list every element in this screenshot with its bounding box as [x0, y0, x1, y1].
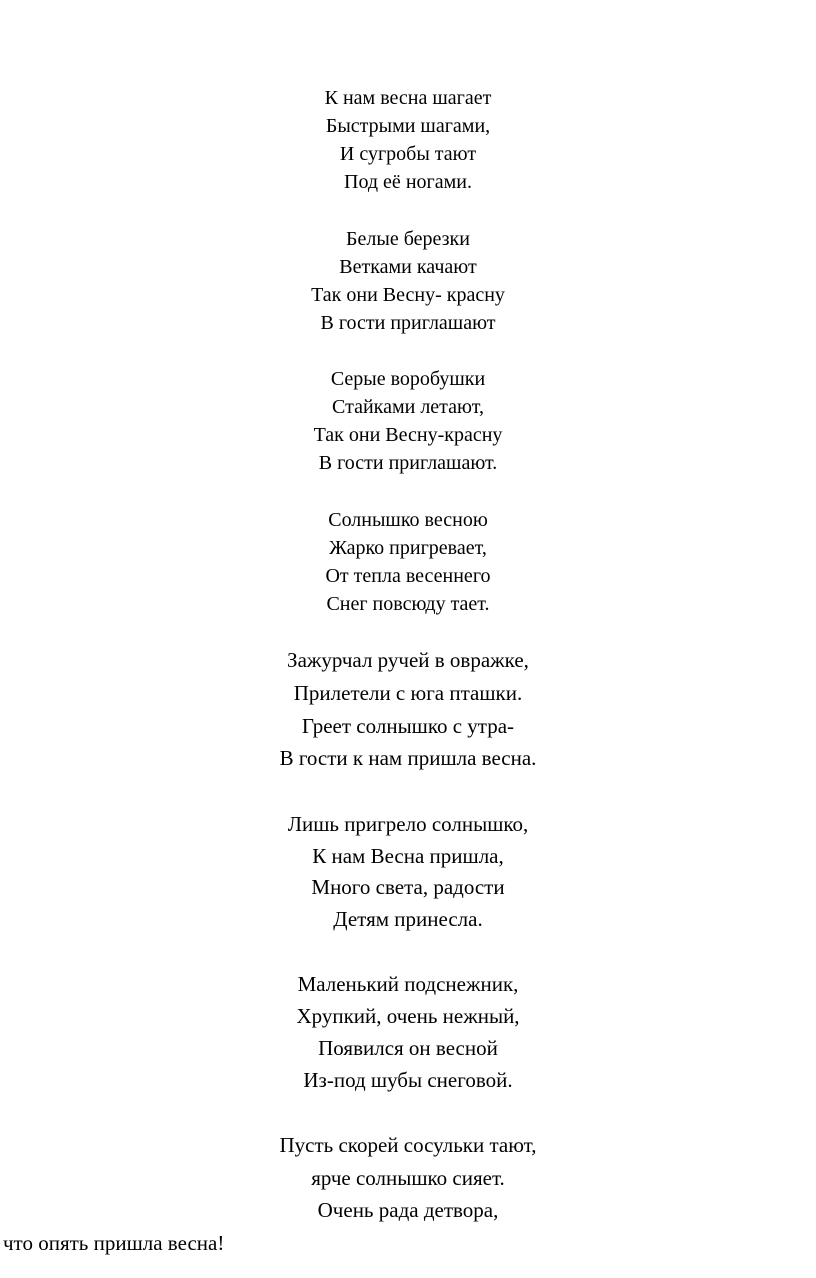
poem-line: Жарко пригревает, — [329, 537, 487, 559]
poem-line: В гости приглашают — [320, 312, 496, 334]
poem-line: Лишь пригрело солнышко, — [287, 812, 529, 836]
poem-line: Быстрыми шагами, — [325, 115, 491, 137]
poem-line: Детям принесла. — [333, 907, 483, 931]
poem-line: Прилетели с юга пташки. — [293, 681, 523, 705]
poem-line: Хрупкий, очень нежный, — [296, 1004, 520, 1028]
poem-line: К нам весна шагает — [324, 87, 492, 109]
poem-line: что опять пришла весна! — [3, 1231, 225, 1255]
poem-line: ярче солнышко сияет. — [311, 1166, 505, 1190]
poem-line: Так они Весну- красну — [311, 284, 505, 306]
poem-line: Из-под шубы снеговой. — [303, 1068, 513, 1092]
poem-line: Зажурчал ручей в овражке, — [287, 648, 529, 672]
poem-line: Ветками качают — [339, 256, 477, 278]
poem-line: Очень рада детвора, — [317, 1198, 499, 1222]
poem-line: Греет солнышко с утра- — [301, 714, 515, 738]
poem-line: В гости к нам пришла весна. — [279, 746, 537, 770]
poem-line: В гости приглашают. — [318, 452, 498, 474]
poem-line: Снег повсюду тает. — [326, 593, 490, 615]
poem-line: Стайками летают, — [332, 396, 484, 418]
poem-line: И сугробы тают — [339, 143, 477, 165]
poem-line: Серые воробушки — [330, 368, 486, 390]
poem-line: Так они Весну-красну — [313, 424, 503, 446]
poem-line: Солнышко весною — [328, 509, 488, 531]
poem-line: К нам Весна пришла, — [312, 844, 504, 868]
poem-line: Много света, радости — [311, 875, 505, 899]
poem-line: Белые березки — [346, 228, 470, 250]
poem-line: Появился он весной — [318, 1036, 498, 1060]
poem-line: Пусть скорей сосульки тают, — [279, 1133, 537, 1157]
poem-line: Под её ногами. — [344, 171, 472, 193]
poem-line: От тепла весеннего — [325, 565, 491, 587]
poem-line: Маленький подснежник, — [297, 972, 519, 996]
